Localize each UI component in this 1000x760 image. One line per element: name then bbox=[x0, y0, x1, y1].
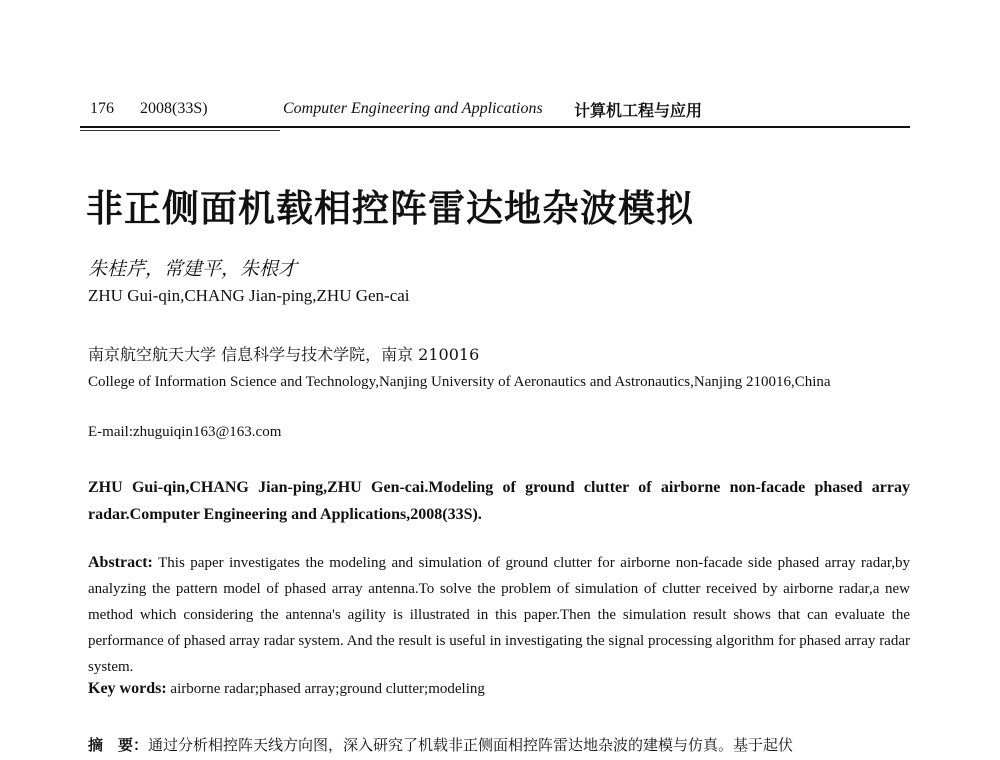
abstract-cn-label: 摘 要： bbox=[88, 736, 149, 754]
citation: ZHU Gui-qin,CHANG Jian-ping,ZHU Gen-cai.Modeling of ground clutter of airborne non-facade phased array radar.Computer Engineering and Applications,2008(33S). bbox=[88, 479, 910, 523]
abstract-cn-text: 通过分析相控阵天线方向图，深入研究了机载非正侧面相控阵雷达地杂波的建模与仿真。基于起伏 bbox=[148, 736, 794, 754]
journal-name-cn: 计算机工程与应用 bbox=[574, 101, 703, 120]
author-email: E-mail:zhuguiqin163@163.com bbox=[88, 424, 282, 440]
header-rule-secondary bbox=[80, 130, 280, 131]
paper-title: 非正侧面机载相控阵雷达地杂波模拟 bbox=[86, 186, 694, 230]
abstract-cn bbox=[88, 734, 928, 755]
abstract bbox=[88, 550, 910, 680]
volume-issue: 2008(33S) bbox=[140, 100, 208, 117]
abstract-text: This paper investigates the modeling and simulation of ground clutter for airborne non-facade side phased array radar,by analyzing the pattern model of phased array antenna.To solve the problem of simulation of clutter received by airborne radar,a new method which considering the antenna's agility is illustrated in this paper.Then the simulation result shows that can evaluate the performance of phased array radar system. And the result is useful in investigating the signal processing algorithm for phased array radar system. bbox=[88, 555, 910, 675]
affiliation-en: College of Information Science and Technology,Nanjing University of Aeronautics and Astronautics,Nanjing 210016,China bbox=[88, 374, 831, 390]
header-rule bbox=[80, 126, 910, 128]
journal-name-en: Computer Engineering and Applications bbox=[283, 100, 543, 117]
keywords-text: airborne radar;phased array;ground clutter;modeling bbox=[170, 681, 485, 697]
affiliation-cn: 南京航空航天大学 信息科学与技术学院，南京 210016 bbox=[88, 345, 480, 364]
abstract-label: Abstract: bbox=[88, 554, 153, 571]
keywords-label: Key words: bbox=[88, 680, 167, 697]
authors-cn: 朱桂芹，常建平，朱根才 bbox=[88, 258, 298, 280]
authors-en: ZHU Gui-qin,CHANG Jian-ping,ZHU Gen-cai bbox=[88, 286, 410, 305]
keywords bbox=[88, 680, 485, 698]
page-number: 176 bbox=[90, 100, 114, 117]
running-header bbox=[78, 92, 908, 122]
